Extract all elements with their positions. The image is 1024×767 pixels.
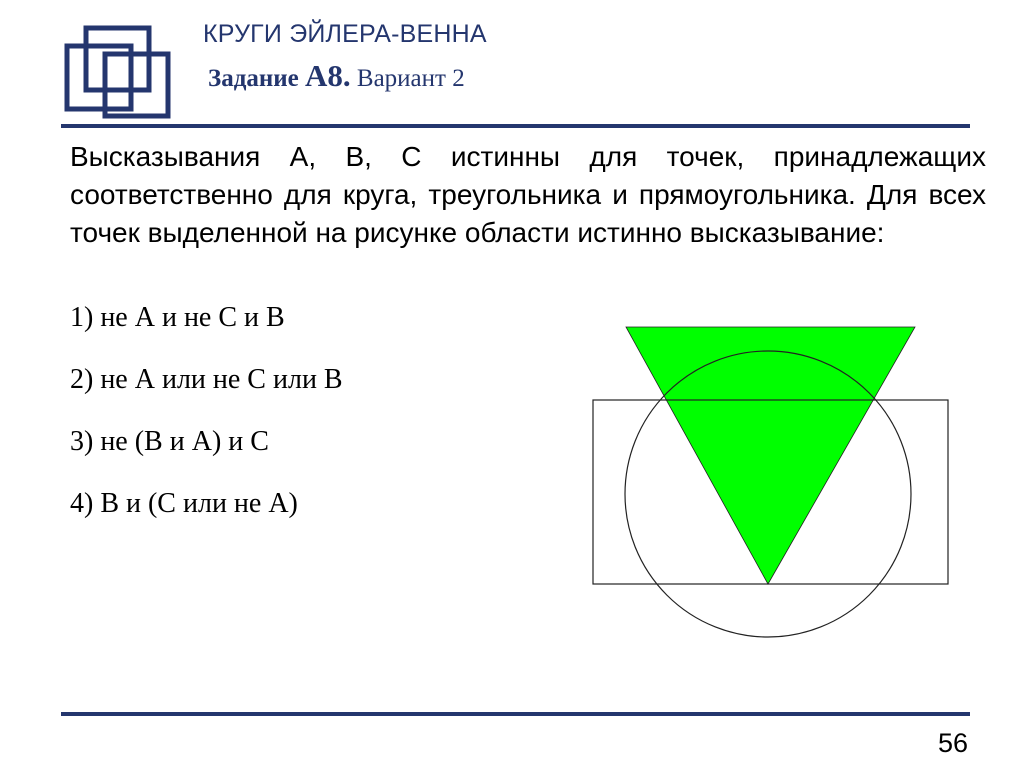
variant-label: Вариант 2 (350, 65, 465, 92)
answer-option-1: 1) не А и не С и В (70, 302, 285, 333)
answer-option-3: 3) не (В и А) и С (70, 426, 269, 457)
answer-option-4: 4) В и (С или не А) (70, 488, 298, 519)
footer-divider (61, 712, 970, 716)
task-subtitle (208, 58, 465, 94)
overlapping-squares-logo-icon (64, 22, 176, 124)
answer-option-2: 2) не А или не С или В (70, 364, 343, 395)
page-number: 56 (938, 728, 969, 758)
header-divider (61, 124, 970, 128)
task-prefix: Задание (208, 65, 305, 92)
slide-title: КРУГИ ЭЙЛЕРА-ВЕННА (203, 20, 487, 48)
task-id: А8. (305, 58, 351, 93)
euler-venn-diagram (585, 318, 965, 658)
problem-statement: Высказывания А, В, С истинны для точек, принадлежащих соответственно для круга, треугольника и прямоугольника. Для всех точек выделенной на рисунке области истинно высказывание: (70, 141, 986, 248)
